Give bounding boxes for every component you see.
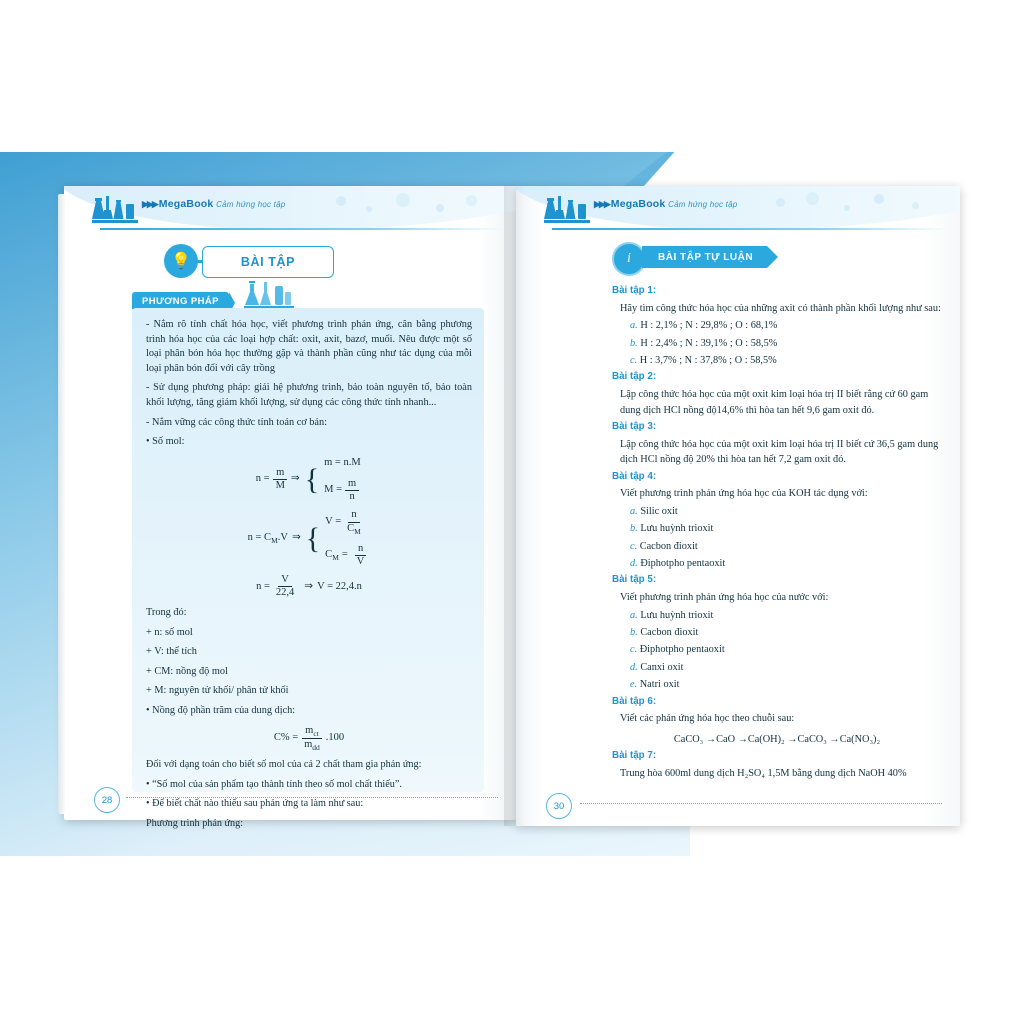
subitem-text: H : 2,1% ; N : 29,8% ; O : 68,1% xyxy=(640,320,778,332)
subitem-text: Cacbon đioxit xyxy=(640,627,699,638)
exercise-block xyxy=(612,695,942,748)
formula1-den: M xyxy=(275,479,285,491)
bullet-concentration: • Nồng độ phần trăm của dung dịch: xyxy=(146,704,296,716)
page-footer-left xyxy=(86,790,498,806)
subitem-text: Điphotpho pentaoxit xyxy=(640,558,726,569)
exercise-prompt: Viết phương trình phản ứng hóa học của KOH tác dụng với: xyxy=(620,488,868,500)
formula3-lhs: n = xyxy=(256,580,270,592)
subitem-text: Cacbon đioxit xyxy=(639,540,698,552)
exercise-heading: Bài tập 7: xyxy=(612,750,657,762)
exercise-subitem xyxy=(612,625,942,640)
page-footer-right xyxy=(538,796,942,812)
lab-equipment-icon xyxy=(92,194,138,226)
method-tag-label: PHƯƠNG PHÁP xyxy=(142,296,219,307)
subitem-label: c. xyxy=(630,540,638,552)
formula4-num xyxy=(302,725,322,740)
subitem-label: e. xyxy=(630,679,638,691)
brand-slogan-right: Cảm hứng học tập xyxy=(668,200,738,209)
footer-dots-left xyxy=(126,797,498,799)
subitem-text: Silic oxit xyxy=(640,505,678,517)
formula3-num: V xyxy=(278,574,292,587)
formula1-arrow: ⇒ xyxy=(290,473,300,485)
subitem-text: Lưu huỳnh trioxit xyxy=(640,523,714,535)
formula2-lhs-rest: .V xyxy=(277,531,288,543)
formula2-r2-lhs-sub: M xyxy=(332,552,339,562)
header-rule-right xyxy=(552,228,946,230)
subitem-text: H : 3,7% ; N : 37,8% ; O : 58,5% xyxy=(639,355,777,366)
formula2-brace: { xyxy=(305,521,321,555)
exercise-block xyxy=(612,749,942,781)
brand-chevrons: ▶▶▶ xyxy=(142,199,157,209)
formula2-r1-den-text: C xyxy=(347,522,355,534)
exercise-subitem xyxy=(612,677,942,692)
exercise-heading: Bài tập 2: xyxy=(612,371,657,383)
exercise-block xyxy=(612,370,942,418)
subitem-label: b. xyxy=(630,337,638,349)
where-item-2: + V: thể tích xyxy=(146,646,197,658)
exercise-block xyxy=(612,284,942,368)
formula2-r1-num: n xyxy=(348,509,359,522)
open-book xyxy=(64,186,960,829)
exercise-heading: Bài tập 3: xyxy=(612,421,657,432)
formula3-den: 22,4 xyxy=(275,587,295,599)
book-page-left xyxy=(64,186,516,829)
formula-percent-concentration xyxy=(146,725,472,753)
subitem-text: H : 2,4% ; N : 39,1% ; O : 58,5% xyxy=(640,337,778,349)
formula2-r2-lhs-text: C xyxy=(325,548,333,560)
formula1-lhs: n = xyxy=(255,473,270,485)
formula1-r2-lhs: M = xyxy=(324,484,343,496)
section-title-right xyxy=(642,246,767,268)
formula1-r2-den: n xyxy=(349,490,355,502)
section-title-left-label: BÀI TẬP xyxy=(240,255,296,269)
page-header-left xyxy=(64,186,516,240)
exercise-subitem xyxy=(612,353,942,368)
exercise-prompt: Trung hòa 600ml dung dịch H₂SO₄ 1,5M bằng dung dịch NaOH 40% xyxy=(620,768,907,779)
brand-slogan: Cảm hứng học tập xyxy=(216,200,286,209)
exercise-block xyxy=(612,420,942,468)
formula2-r1-den-sub: M xyxy=(354,526,361,536)
formula2-r1-den xyxy=(344,523,364,536)
subitem-label: a. xyxy=(630,505,638,517)
formula4-num-text: m xyxy=(305,724,314,736)
header-bubbles xyxy=(326,190,506,230)
exercise-prompt: Hãy tìm công thức hóa học của những axit có thành phần khối lượng như sau: xyxy=(620,302,941,314)
subitem-text: Natri oxit xyxy=(639,679,680,691)
subitem-label: d. xyxy=(630,558,638,569)
exercise-prompt: Lập công thức hóa học của một oxit kim loại hóa trị II biết cứ 36,5 gam dung dịch HCl nồng độ 20% thì hòa tan hết 7,2 gam oxit đó. xyxy=(620,438,939,466)
method-panel-content xyxy=(146,318,472,836)
exercise-heading: Bài tập 5: xyxy=(612,574,657,586)
formula4-den xyxy=(301,739,323,752)
closing-line-4: Phương trình phản ứng: xyxy=(146,817,244,829)
exercise-block xyxy=(612,470,942,572)
page-header-right xyxy=(516,186,960,240)
closing-line-3: • Để biết chất nào thiếu sau phản ứng ta làm như sau: xyxy=(146,798,364,810)
formula4-num-sub: ct xyxy=(313,728,319,738)
bullet-mol: • Số mol: xyxy=(146,436,185,448)
subitem-label: d. xyxy=(630,661,638,673)
exercise-subitem xyxy=(612,318,942,333)
formula2-r2-den: V xyxy=(356,555,365,567)
footer-dots-right xyxy=(580,803,942,805)
book-page-right xyxy=(516,186,960,826)
subitem-label: b. xyxy=(630,523,638,535)
method-panel xyxy=(132,308,484,829)
method-paragraph-3: - Nắm vững các công thức tính toán cơ bản: xyxy=(146,416,328,428)
exercise-subitem xyxy=(612,608,942,623)
exercise-block xyxy=(612,573,942,692)
formula4-lhs: C% = xyxy=(273,732,299,744)
exercise-subitem xyxy=(612,336,942,351)
exercise-subitem xyxy=(612,642,942,657)
exercise-heading: Bài tập 4: xyxy=(612,470,657,482)
page-stack-edge xyxy=(58,194,66,814)
exercise-subitem xyxy=(612,556,942,571)
formula1-r2-num: m xyxy=(345,478,359,491)
formula1-num: m xyxy=(273,467,287,480)
page-number-left: 28 xyxy=(94,787,120,813)
page-number-right: 30 xyxy=(546,793,572,819)
exercise-subitem xyxy=(612,539,942,554)
section-title-right-label: BÀI TẬP TỰ LUẬN xyxy=(658,251,754,263)
info-circle-icon: i xyxy=(612,242,646,276)
formula1-fraction xyxy=(273,467,288,493)
subitem-label: a. xyxy=(630,320,638,332)
exercise-subitem xyxy=(612,660,942,675)
flasks-icon xyxy=(244,280,294,310)
exercise-prompt: Lập công thức hóa học của một oxit kim loại hóa trị II biết rằng cứ 60 gam dung dịch HCl nồng độ14,6% thì hòa tan hết 9,6 gam oxit đó. xyxy=(620,389,929,416)
formula-volume xyxy=(146,574,472,600)
closing-line-2: • “Số mol của sản phẩm tạo thành tính theo số mol chất thiếu”. xyxy=(146,778,402,790)
brand-name: MegaBook xyxy=(158,198,214,210)
subitem-label: b. xyxy=(630,627,638,638)
formula4-den-text: m xyxy=(304,739,313,751)
subitem-label: a. xyxy=(630,609,638,621)
closing-line-1: Đối với dạng toán cho biết số mol của cả 2 chất tham gia phản ứng: xyxy=(146,759,422,771)
formula2-r2-eq: = xyxy=(341,548,348,560)
formula-molarity xyxy=(146,509,472,568)
exercise-list xyxy=(612,284,942,783)
where-item-4: + M: nguyên tử khối/ phân tử khối xyxy=(146,685,289,697)
method-paragraph-1: - Nắm rõ tính chất hóa học, viết phương trình phản ứng, cân bằng phương trình hóa học của các loại hợp chất: oxit, axit, bazơ, muối. Nêu được một số loại phân bón hóa học thường gặp và thành phần cũng như tác dụng của mỗi loại phân bón đối với cây trồng xyxy=(146,319,472,374)
formula2-lhs-sub: M xyxy=(271,536,278,546)
formula-mol xyxy=(146,456,472,504)
subitem-text: Điphotpho pentaoxit xyxy=(639,644,725,656)
exercise-prompt: Viết phương trình phản ứng hóa học của nước với: xyxy=(620,592,829,604)
formula2-arrow: ⇒ xyxy=(291,532,301,544)
formula1-brace: { xyxy=(304,462,320,496)
exercise-subitem xyxy=(612,521,942,536)
formula2-r1-lhs: V = xyxy=(325,516,342,528)
formula3-fraction xyxy=(273,574,297,600)
where-item-3: + CM: nồng độ mol xyxy=(146,665,228,677)
formula3-rhs: V = 22,4.n xyxy=(317,580,362,592)
where-item-1: + n: số mol xyxy=(146,626,193,638)
exercise-prompt: Viết các phản ứng hóa học theo chuỗi sau: xyxy=(620,713,795,725)
lightbulb-icon: 💡 xyxy=(164,244,198,278)
subitem-text: Canxi oxit xyxy=(640,661,684,673)
formula4-fraction xyxy=(301,725,323,753)
section-title-left xyxy=(202,246,334,278)
formula4-den-sub: dd xyxy=(312,743,320,753)
exercise-subitem xyxy=(612,504,942,519)
formula4-rhs: .100 xyxy=(325,732,345,744)
formula2-lhs xyxy=(248,531,288,547)
header-bubbles-right xyxy=(770,190,950,230)
where-label: Trong đó: xyxy=(146,606,187,618)
subitem-text: Lưu huỳnh trioxit xyxy=(640,609,714,621)
exercise-heading: Bài tập 6: xyxy=(612,695,657,707)
brand-name-right: MegaBook xyxy=(610,198,666,210)
lab-equipment-icon-right xyxy=(544,194,590,226)
formula2-lhs-text: n = C xyxy=(247,531,272,543)
brand-chevrons-right: ▶▶▶ xyxy=(594,199,609,209)
subitem-label: c. xyxy=(630,644,638,656)
brand-logo-right xyxy=(594,198,737,210)
header-rule xyxy=(100,228,502,230)
formula2-r2-num: n xyxy=(355,543,366,556)
method-paragraph-2: - Sử dụng phương pháp: giải hệ phương trình, bảo toàn nguyên tố, bảo toàn khối lượng, tăng giảm khối lượng, sử dụng các công thức tính nhanh... xyxy=(146,382,472,409)
formula1-r1: m = n.M xyxy=(324,456,361,468)
subitem-label: c. xyxy=(630,355,638,366)
formula1-r2-fraction xyxy=(345,478,359,504)
formula2-r2-fraction xyxy=(354,543,368,569)
exercise-equation: CaCO₃ →CaO →Ca(OH)₂ →CaCO₃ →Ca(NO₃)₂ xyxy=(673,733,881,745)
formula2-r2-lhs xyxy=(325,548,339,564)
brand-logo xyxy=(142,198,285,210)
exercise-heading: Bài tập 1: xyxy=(612,285,657,296)
formula3-arrow: ⇒ xyxy=(304,580,314,592)
formula2-r1-fraction xyxy=(344,509,364,535)
